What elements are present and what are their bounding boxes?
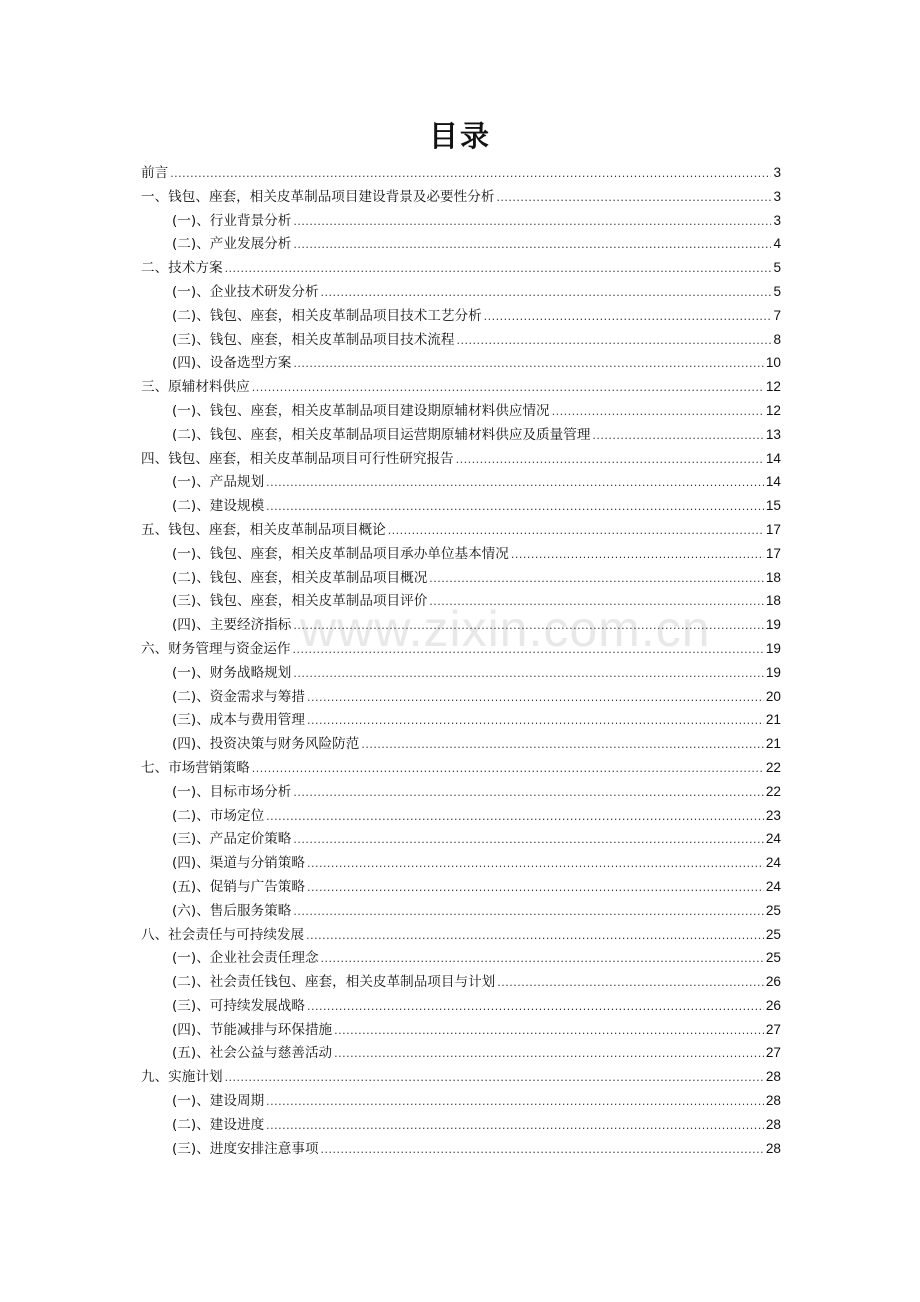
toc-page-number: 19 [765,664,781,680]
toc-page-number: 21 [765,736,781,752]
toc-subentry[interactable] [141,1041,781,1065]
toc-page-number: 24 [765,831,781,847]
toc-page-number: 10 [765,355,781,371]
toc-page-number: 25 [765,902,781,918]
toc-page-number: 25 [765,950,781,966]
dot-leader [307,852,764,876]
toc-entry-title: (二)、钱包、座套，相关皮革制品项目技术工艺分析 [172,307,482,324]
dot-leader [266,471,764,495]
dot-leader [293,210,771,234]
toc-entry-title: 五、钱包、座套，相关皮革制品项目概论 [141,521,386,538]
dot-leader [484,305,772,329]
toc-page-number: 14 [765,474,781,490]
toc-subentry[interactable] [141,1089,781,1113]
toc-subentry[interactable] [141,780,781,804]
toc-page-number: 12 [765,402,781,418]
toc-entry-title: (一)、目标市场分析 [172,783,292,800]
toc-subentry[interactable] [141,970,781,994]
dot-leader [307,686,764,710]
toc-subentry[interactable] [141,470,781,494]
toc-entry-title: (二)、资金需求与筹措 [172,688,305,705]
toc-entry-title: 七、市场营销策略 [141,759,250,776]
toc-entry-title: (三)、进度安排注意事项 [172,1140,319,1157]
toc-page-number: 25 [765,926,781,942]
toc-page-number: 28 [765,1069,781,1085]
toc-page-number: 27 [765,1021,781,1037]
toc-subentry[interactable] [141,589,781,613]
dot-leader [321,947,764,971]
toc-page-number: 24 [765,878,781,894]
toc-subentry[interactable] [141,875,781,899]
toc-subentry[interactable] [141,899,781,923]
toc-subentry[interactable] [141,613,781,637]
dot-leader [266,1114,764,1138]
dot-leader [361,733,764,757]
dot-leader [293,233,771,257]
toc-page-number: 26 [765,974,781,990]
toc-subentry[interactable] [141,804,781,828]
dot-leader [252,376,764,400]
toc-subentry[interactable] [141,566,781,590]
toc-subentry[interactable] [141,304,781,328]
toc-page-number: 13 [765,426,781,442]
toc-entry[interactable] [141,447,781,471]
dot-leader [334,1042,764,1066]
page-title: 目录 [428,119,491,153]
toc-subentry[interactable] [141,685,781,709]
watermark: www.zixin.com.cn [300,601,711,657]
dot-leader [293,352,764,376]
toc-page-number: 15 [765,498,781,514]
toc-entry[interactable] [141,161,781,185]
toc-entry-title: (四)、主要经济指标 [172,617,292,634]
table-of-contents [141,161,781,1160]
dot-leader [266,1090,764,1114]
toc-entry-title: (二)、钱包、座套，相关皮革制品项目概况 [172,569,428,586]
dot-leader [266,805,764,829]
dot-leader [170,162,771,186]
toc-subentry[interactable] [141,994,781,1018]
toc-subentry[interactable] [141,827,781,851]
toc-entry-title: (二)、钱包、座套，相关皮革制品项目运营期原辅材料供应及质量管理 [172,426,591,443]
toc-subentry[interactable] [141,946,781,970]
dot-leader [307,995,764,1019]
dot-leader [321,1138,764,1162]
toc-entry[interactable] [141,923,781,947]
toc-subentry[interactable] [141,351,781,375]
toc-entry-title: (四)、渠道与分销策略 [172,855,305,872]
toc-page-number: 12 [765,379,781,395]
toc-entry-title: (一)、钱包、座套，相关皮革制品项目建设期原辅材料供应情况 [172,402,550,419]
toc-page-number: 14 [765,450,781,466]
toc-page-number: 26 [765,997,781,1013]
dot-leader [293,828,764,852]
toc-page-number: 22 [765,783,781,799]
toc-page-number: 5 [773,260,781,276]
toc-entry-title: (一)、行业背景分析 [172,212,292,229]
toc-page-number: 28 [765,1093,781,1109]
dot-leader [334,1019,764,1043]
toc-entry-title: (一)、财务战略规划 [172,664,292,681]
toc-entry-title: (二)、市场定位 [172,807,265,824]
toc-page-number: 19 [765,640,781,656]
toc-entry-title: (二)、建设进度 [172,1116,265,1133]
toc-entry-title: (五)、社会公益与慈善活动 [172,1045,333,1062]
toc-page-number: 27 [765,1045,781,1061]
toc-entry-title: (三)、钱包、座套，相关皮革制品项目技术流程 [172,331,455,348]
toc-entry[interactable] [141,375,781,399]
dot-leader [293,781,764,805]
dot-leader [321,281,772,305]
dot-leader [293,900,764,924]
dot-leader [293,662,764,686]
toc-entry-title: 一、钱包、座套，相关皮革制品项目建设背景及必要性分析 [141,188,495,205]
toc-page-number: 3 [773,188,781,204]
toc-subentry[interactable] [141,851,781,875]
dot-leader [307,709,764,733]
toc-entry-title: 三、原辅材料供应 [141,379,250,396]
toc-page-number: 28 [765,1116,781,1132]
toc-entry[interactable] [141,637,781,661]
dot-leader [306,924,764,948]
toc-entry-title: (四)、节能减排与环保措施 [172,1021,333,1038]
toc-entry[interactable] [141,756,781,780]
toc-entry-title: (六)、售后服务策略 [172,902,292,919]
toc-subentry[interactable] [141,209,781,233]
dot-leader [429,590,764,614]
toc-entry-title: (二)、建设规模 [172,498,265,515]
toc-entry-title: 二、技术方案 [141,260,223,277]
toc-subentry[interactable] [141,280,781,304]
toc-entry-title: (三)、可持续发展战略 [172,997,305,1014]
toc-entry-title: (一)、建设周期 [172,1093,265,1110]
toc-entry-title: (一)、产品规划 [172,474,265,491]
toc-entry-title: 四、钱包、座套，相关皮革制品项目可行性研究报告 [141,450,454,467]
toc-page-number: 20 [765,688,781,704]
dot-leader [511,543,764,567]
toc-page-number: 24 [765,855,781,871]
toc-entry[interactable] [141,256,781,280]
toc-page-number: 8 [773,331,781,347]
toc-page-number: 5 [773,283,781,299]
toc-subentry[interactable] [141,1113,781,1137]
toc-page-number: 18 [765,593,781,609]
dot-leader [266,495,764,519]
toc-page-number: 17 [765,545,781,561]
toc-subentry[interactable] [141,494,781,518]
toc-page-number: 17 [765,521,781,537]
toc-subentry[interactable] [141,661,781,685]
dot-leader [293,638,764,662]
toc-entry-title: (二)、社会责任钱包、座套，相关皮革制品项目与计划 [172,974,496,991]
toc-entry-title: (四)、投资决策与财务风险防范 [172,736,360,753]
toc-entry-title: 前言 [141,165,169,181]
toc-page-number: 23 [765,807,781,823]
toc-subentry[interactable] [141,732,781,756]
dot-leader [225,1066,764,1090]
toc-page-number: 4 [773,236,781,252]
toc-entry[interactable] [141,185,781,209]
toc-subentry[interactable] [141,708,781,732]
toc-entry-title: 九、实施计划 [141,1069,223,1086]
toc-entry[interactable] [141,1065,781,1089]
dot-leader [552,400,764,424]
dot-leader [456,329,771,353]
toc-subentry[interactable] [141,423,781,447]
toc-entry-title: (三)、成本与费用管理 [172,712,305,729]
toc-entry-title: (三)、钱包、座套，相关皮革制品项目评价 [172,593,428,610]
toc-entry-title: 六、财务管理与资金运作 [141,640,291,657]
toc-subentry[interactable] [141,399,781,423]
toc-subentry[interactable] [141,232,781,256]
dot-leader [429,567,764,591]
dot-leader [496,186,771,210]
dot-leader [456,448,764,472]
dot-leader [497,971,764,995]
dot-leader [225,257,772,281]
toc-entry-title: (五)、促销与广告策略 [172,878,305,895]
toc-entry-title: (一)、企业技术研发分析 [172,283,319,300]
dot-leader [388,519,764,543]
toc-page-number: 3 [773,212,781,228]
toc-page-number: 3 [773,165,781,180]
dot-leader [592,424,763,448]
toc-subentry[interactable] [141,328,781,352]
toc-entry-title: (三)、产品定价策略 [172,831,292,848]
toc-entry-title: (一)、钱包、座套，相关皮革制品项目承办单位基本情况 [172,545,509,562]
dot-leader [252,757,764,781]
toc-page-number: 7 [773,307,781,323]
toc-page-number: 22 [765,759,781,775]
toc-entry-title: 八、社会责任与可持续发展 [141,926,305,943]
toc-page-number: 19 [765,617,781,633]
dot-leader [293,614,764,638]
dot-leader [307,876,764,900]
toc-entry[interactable] [141,518,781,542]
toc-entry-title: (二)、产业发展分析 [172,236,292,253]
toc-subentry[interactable] [141,542,781,566]
toc-subentry[interactable] [141,1137,781,1161]
toc-page-number: 21 [765,712,781,728]
toc-page-number: 18 [765,569,781,585]
toc-entry-title: (四)、设备选型方案 [172,355,292,372]
toc-page-number: 28 [765,1140,781,1156]
toc-entry-title: (一)、企业社会责任理念 [172,950,319,967]
toc-subentry[interactable] [141,1018,781,1042]
